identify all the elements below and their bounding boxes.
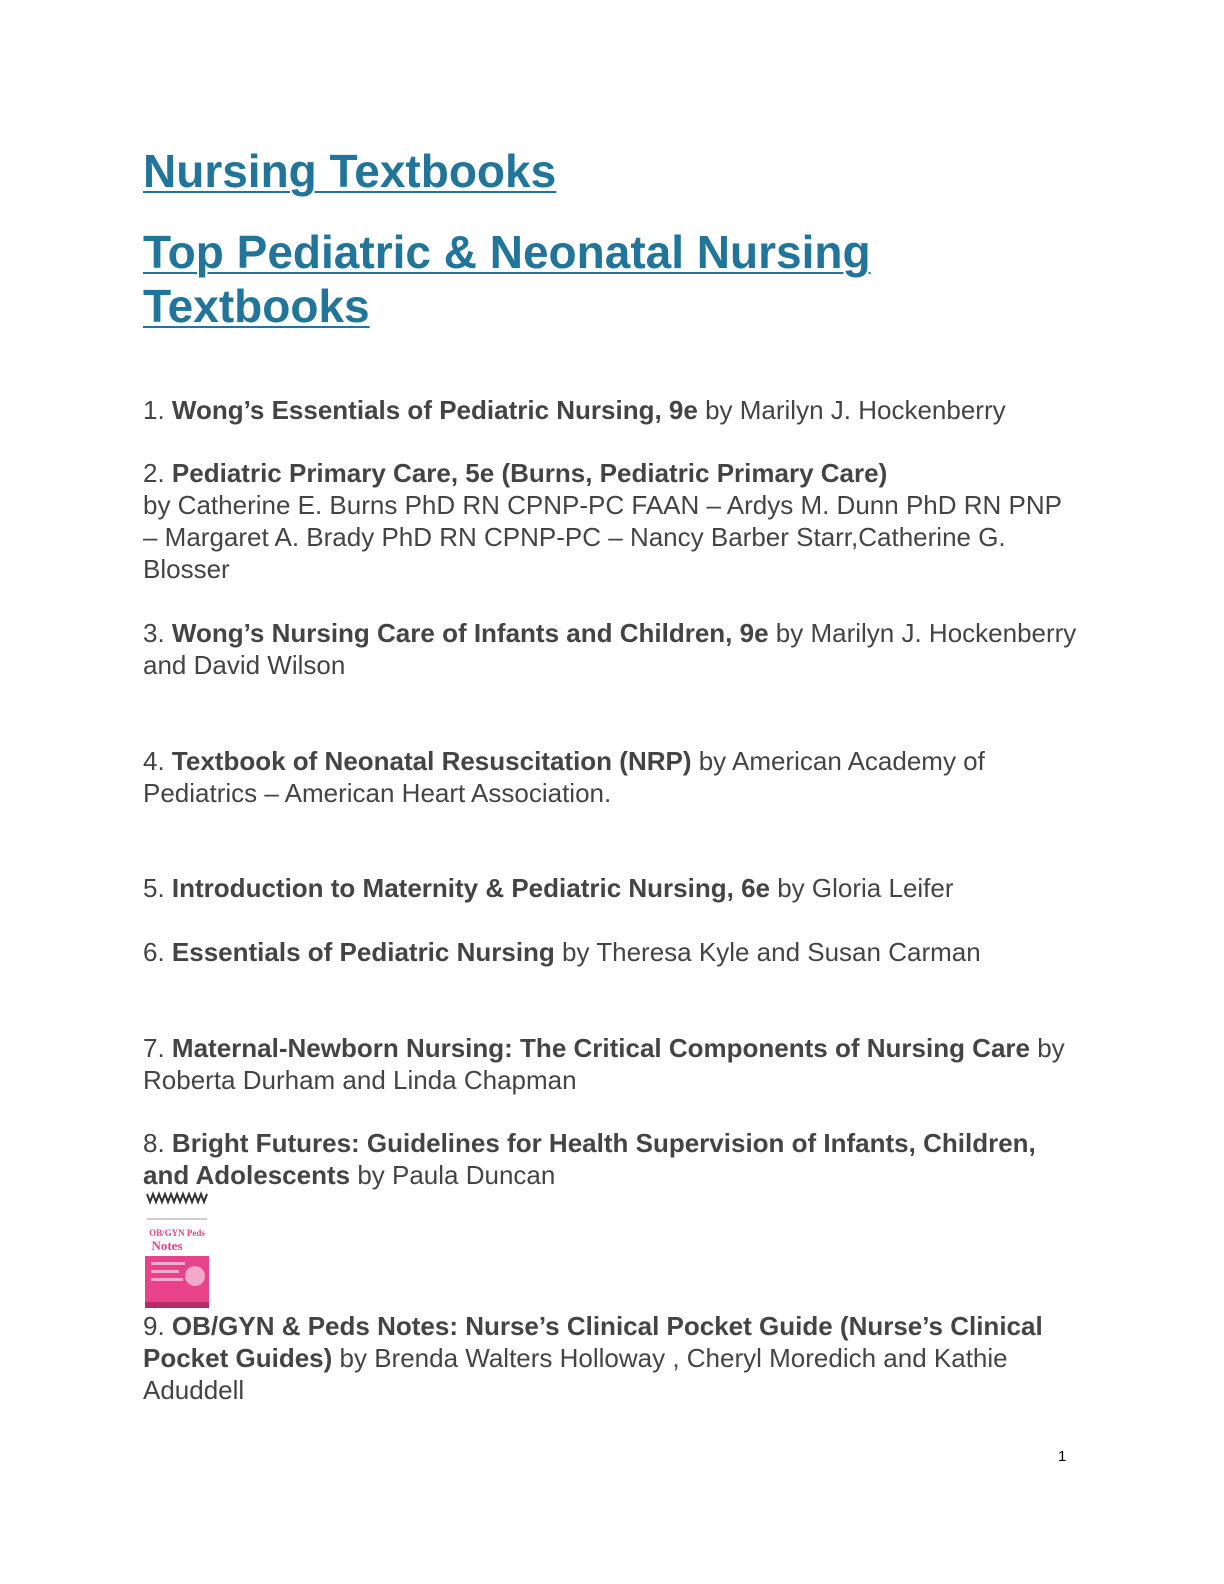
book-number: 1. [143, 395, 172, 425]
book-author: by Gloria Leifer [770, 873, 954, 903]
book-number: 6. [143, 937, 172, 967]
book-entry-3 [143, 617, 1078, 681]
book-author: by American Academy of Pediatrics – American Heart Association. [143, 746, 985, 808]
book-cover-image [145, 1190, 209, 1308]
book-title: Essentials of Pediatric Nursing [171, 937, 555, 967]
book-title: Wong’s Nursing Care of Infants and Children, 9e [171, 618, 769, 648]
book-author: by Theresa Kyle and Susan Carman [554, 937, 981, 967]
book-number: 9. [143, 1311, 172, 1341]
book-title: Textbook of Neonatal Resuscitation (NRP) [171, 746, 692, 776]
book-number: 4. [143, 746, 172, 776]
book-title: Bright Futures: Guidelines for Health Supervision of Infants, Children, and Adolescents [143, 1128, 1036, 1190]
book-entry-2 [143, 457, 1078, 585]
book-number: 2. [143, 458, 172, 488]
book-author: by Brenda Walters Holloway , Cheryl Moredich and Kathie Aduddell [143, 1343, 1008, 1405]
book-number: 5. [143, 873, 172, 903]
cover-rule [147, 1218, 207, 1220]
cover-circle-graphic [185, 1266, 205, 1286]
spiral-binding [147, 1194, 207, 1202]
cover-stripe [151, 1270, 179, 1273]
book-title: Maternal-Newborn Nursing: The Critical Components of Nursing Care [171, 1033, 1030, 1063]
cover-bottom-edge [145, 1302, 209, 1308]
cover-stripe [151, 1262, 185, 1265]
book-entry-9 [143, 1310, 1078, 1406]
page-number: 1 [1058, 1448, 1067, 1465]
book-entry-1 [143, 394, 1078, 426]
cover-stripe [151, 1278, 183, 1281]
book-number: 8. [143, 1128, 172, 1158]
book-title: OB/GYN & Peds Notes: Nurse’s Clinical Pocket Guide (Nurse’s Clinical Pocket Guides) [143, 1311, 1043, 1373]
cover-title-line2: Notes [151, 1238, 183, 1253]
book-author: by Paula Duncan [350, 1160, 556, 1190]
book-title: Pediatric Primary Care, 5e (Burns, Pediatric Primary Care) [171, 458, 888, 488]
book-entry-7 [143, 1032, 1078, 1096]
book-entry-4 [143, 745, 1078, 809]
book-author: by Marilyn J. Hockenberry and David Wilson [143, 618, 1077, 680]
book-title: Wong’s Essentials of Pediatric Nursing, 9e [171, 395, 698, 425]
book-entry-6 [143, 936, 1078, 968]
book-entry-8 [143, 1127, 1078, 1191]
book-number: 7. [143, 1033, 172, 1063]
subtitle-link[interactable]: Top Pediatric & Neonatal Nursing Textbooks [143, 226, 871, 332]
book-entry-5 [143, 872, 1078, 904]
book-title: Introduction to Maternity & Pediatric Nursing, 6e [171, 873, 770, 903]
page-title-link[interactable]: Nursing Textbooks [143, 145, 557, 197]
book-author: by Roberta Durham and Linda Chapman [143, 1033, 1065, 1095]
book-number: 3. [143, 618, 172, 648]
book-author: by Catherine E. Burns PhD RN CPNP-PC FAAN – Ardys M. Dunn PhD RN PNP – Margaret A. Brady PhD RN CPNP-PC – Nancy Barber Starr,Catherine G. Blosser [143, 490, 1062, 584]
book-author: by Marilyn J. Hockenberry [697, 395, 1006, 425]
cover-title-line1: OB/GYN Peds [149, 1228, 205, 1238]
